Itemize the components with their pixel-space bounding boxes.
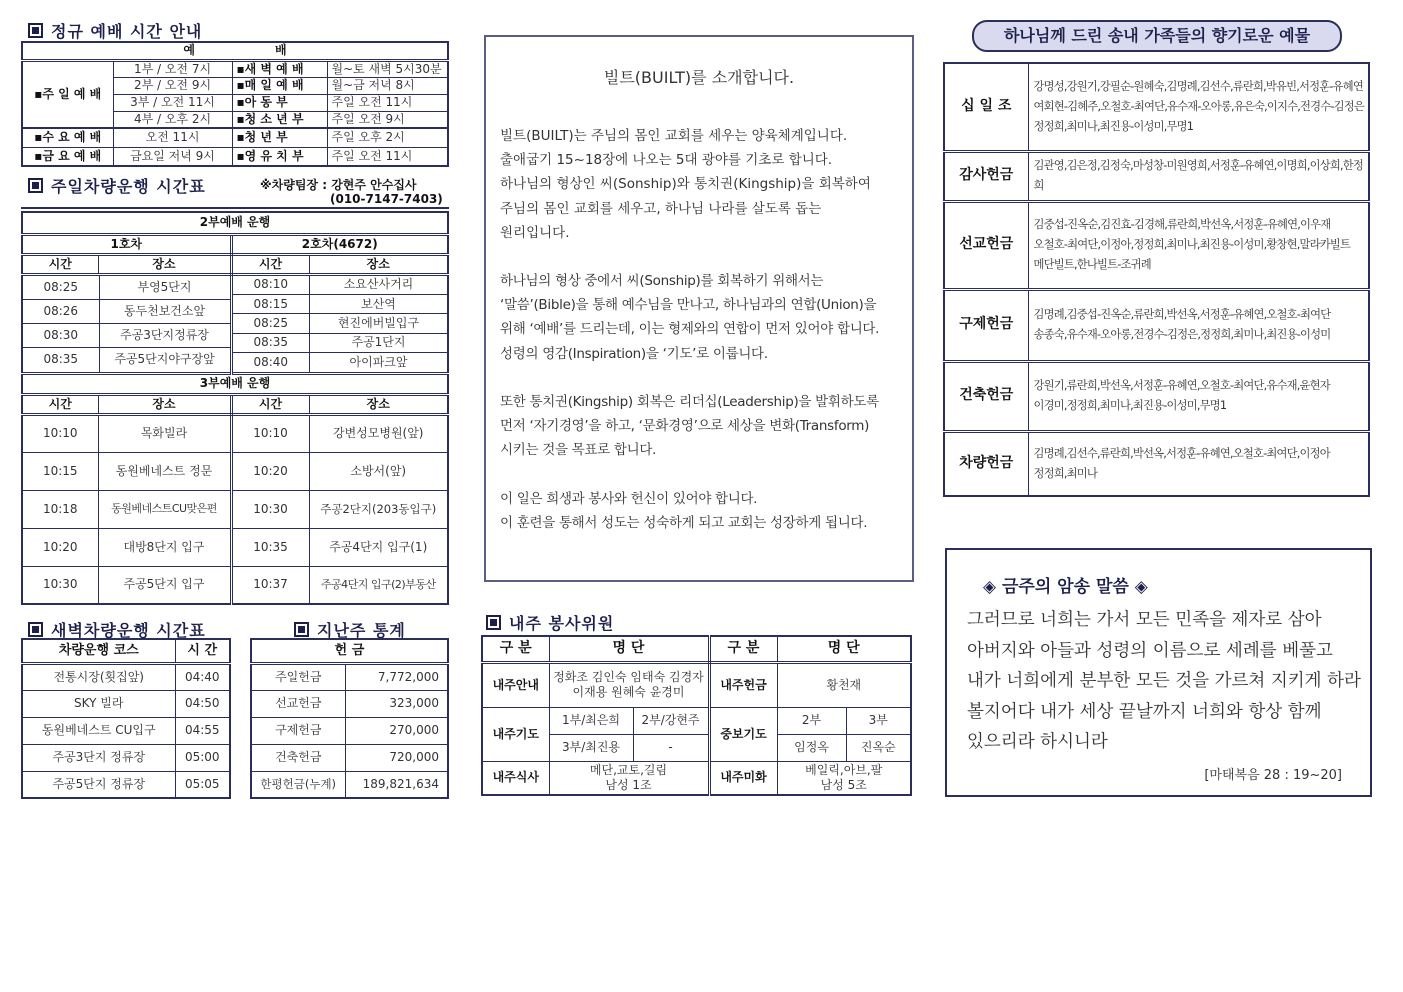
col-time: 시 간 [175,639,230,663]
text-line: 주님의 몸인 교회를 세우고, 하나님 나라를 살도록 돕는 [500,200,822,217]
time: 04:50 [175,690,230,717]
worship-title-text: 정규 예배 시간 안내 [51,22,203,41]
table-row [944,151,1369,201]
time: 04:40 [175,663,230,690]
names-line: 송종숙,유수재-오아롱,전경수-김정은,정정희,최미나,최진용-이성미 [1033,328,1331,341]
time: 04:55 [175,717,230,744]
bus-place: 동두천보건소앞 [99,299,230,323]
bus-time: 10:30 [231,490,309,528]
bus-place: 목화빌라 [98,414,231,452]
names-line: 이재용 원혜숙 윤경미 [572,685,685,699]
sunday-time: 3부 / 오전 11시 [113,94,232,111]
bus-time: 08:30 [23,323,99,347]
bus-place: 동원베네스트CU맞은편 [98,490,231,528]
offering-category: 십 일 조 [944,63,1028,151]
dawn-bus-table [21,638,231,799]
guide-names [549,662,709,707]
volunteers-title-text: 내주 봉사위원 [509,614,615,633]
table-row [22,452,448,490]
bus-time: 08:15 [233,294,310,313]
col-category: 구 분 [709,636,777,662]
offering-name: 황천재 [777,662,911,707]
col-time: 시간 [22,394,98,414]
intercession-name: 진옥순 [846,734,911,761]
table-row [251,690,448,717]
friday-time: 금요일 저녁 9시 [113,147,232,166]
service-time: 주일 오전 9시 [327,111,448,128]
names-line: 정정희,최미나 [1033,466,1097,480]
bus-place: 아이파크앞 [310,353,448,372]
bus-place: 주공5단지야구장앞 [99,348,230,372]
prayer-1: 1부/최은희 [549,707,633,734]
table-row [251,717,448,744]
text-line: 위해 ‘예배’를 드리는데, 이는 형제와의 연합이 먼저 있어야 합니다. [500,321,880,338]
table-row [22,528,448,566]
table-row [944,431,1369,496]
verse-line: 아버지와 아들과 성령의 이름으로 세례를 베풀고 [967,640,1333,661]
bus-time: 10:10 [22,414,98,452]
wednesday-label: ▪수 요 예 배 [22,128,113,147]
square-bullet-icon [28,178,43,193]
prayer-label: 내주기도 [482,707,549,761]
text-line: 하나님의 형상인 씨(Sonship)와 통치권(Kingship)을 회복하여 [500,176,871,193]
worship-section-title [28,19,202,42]
offering-category: 선교헌금 [944,201,1028,289]
built-paragraph [500,124,871,245]
intercession-header: 2부 [777,707,846,734]
col-place: 장소 [309,394,448,414]
names-line: 강원기,류란희,박선옥,서정훈-유혜연,오철호-최여단,유수재,윤현자 [1033,379,1330,392]
bus-section-title [28,174,206,197]
intercession-name: 임정옥 [777,734,846,761]
table-row [22,663,230,690]
service-label: ▪청 소 년 부 [232,111,327,128]
verse-line: 그러므로 너희는 가서 모든 민족을 제자로 삼아 [967,610,1322,630]
header-bae: 배 [275,43,287,58]
flower-label: 내주미화 [709,761,777,795]
offering-names [1028,289,1369,361]
bus-time: 08:26 [23,299,99,323]
car2-schedule [233,276,448,372]
col-names: 명 단 [549,636,709,662]
intercession-header: 3부 [846,707,911,734]
names-line: 강명성,강원기,강필순-원혜숙,김명례,김선수,류란희,박유빈,서정훈-유혜연 [1033,79,1363,93]
car2-header: 2호차(4672) [231,234,448,254]
bus-place: 주공2단지(203동입구) [309,490,448,528]
col-time: 시간 [22,254,98,274]
offering-amount: 7,772,000 [345,663,448,690]
divider [21,207,449,209]
names-line: 남성 5조 [820,777,867,792]
text-line: 원리입니다. [500,224,570,241]
built-intro-box [484,35,914,582]
prayer-3: 3부/최진용 [549,734,633,761]
bus-time: 10:37 [231,566,309,604]
bus-time: 08:25 [23,276,99,300]
table-row [251,744,448,771]
names-line: 김명례,김선수,류란희,박선옥,서정훈-유혜연,오철호-최여단,이정아 [1033,446,1330,460]
text-line: 출애굽기 15~18장에 나오는 5대 광야를 기초로 합니다. [500,152,833,169]
names-line: 정화조 김인숙 임태숙 김경자 [553,670,704,684]
service-label: ▪아 동 부 [232,94,327,111]
bus-place: 주공4단지 입구(2)부동산 [309,566,448,604]
table-row [944,361,1369,431]
square-bullet-icon [28,622,43,637]
names-line: 메단빌트,한나빌트-조귀례 [1033,258,1151,271]
bus-time: 10:10 [231,414,309,452]
stats-title-text: 지난주 통계 [317,621,406,640]
sunday-time: 2부 / 오전 9시 [113,77,232,94]
bus-place: 주공1단지 [310,333,448,352]
names-line: 남성 1조 [605,777,652,792]
table-row [22,744,230,771]
offering-label: 내주헌금 [709,662,777,707]
offerings-table [943,62,1370,497]
built-paragraph [500,390,879,463]
table-row [22,566,448,604]
text-line: ‘말씀’(Bible)을 통해 예수님을 만나고, 하나님과의 연합(Union)을 [500,297,877,314]
prayer-2: 2부/강현주 [633,707,709,734]
bus-time: 08:40 [233,353,310,372]
bus-place: 강변성모병원(앞) [309,414,448,452]
col-course: 차량운행 코스 [22,639,175,663]
bus-place: 소방서(앞) [309,452,448,490]
memory-verse-title: ◈ 금주의 암송 말씀 ◈ [983,577,1148,597]
verse-reference: [마태복음 28 : 19~20] [1204,768,1342,783]
stats-header: 헌 금 [251,639,448,663]
car1-schedule [23,276,230,372]
offering-amount: 270,000 [345,717,448,744]
wednesday-time: 오전 11시 [113,128,232,147]
square-bullet-icon [486,615,501,630]
offering-type: 건축헌금 [251,744,345,771]
bus-time: 10:30 [22,566,98,604]
meal-names [549,761,709,795]
text-line: 성령의 영감(Inspiration)을 ‘기도’로 이룹니다. [500,345,768,362]
offering-type: 선교헌금 [251,690,345,717]
worship-header [22,42,448,60]
offerings-title: 하나님께 드린 송내 가족들의 향기로운 예물 [972,20,1342,52]
names-line: 오철호-최여단,이정아,정정희,최미나,최진용-이성미,황창현,말라카빌트 [1033,238,1351,251]
sunday-label: ▪주 일 예 배 [22,60,113,128]
built-title: 빌트(BUILT)를 소개합니다. [603,68,795,87]
offering-names [1028,63,1369,151]
dawn-title-text: 새벽차량운행 시간표 [51,621,206,640]
names-line: 이경미,정정희,최미나,최진용-이성미,무명1 [1033,399,1227,412]
bus-place: 대방8단지 입구 [98,528,231,566]
time: 05:05 [175,771,230,798]
offering-type: 주일헌금 [251,663,345,690]
volunteers-table [481,635,912,796]
names-line: 김명례,김중섭-진옥순,류란희,박선옥,서정훈-유혜연,오철호-최여단 [1033,308,1331,321]
offering-amount: 323,000 [345,690,448,717]
names-line: 베일릭,아브,팔 [805,762,883,777]
service-time: 주일 오전 11시 [327,147,448,166]
table-row [22,414,448,452]
table-row [944,63,1369,151]
table-row [251,663,448,690]
names-line: 메단,교토,길림 [589,762,668,777]
col-time: 시간 [231,254,309,274]
verse-line: 볼지어다 내가 세상 끝날까지 너희와 항상 함께 [967,701,1322,722]
col-place: 장소 [98,254,231,274]
table-row [944,289,1369,361]
table-row [22,717,230,744]
offering-names [1028,151,1369,201]
service-label: ▪영 유 치 부 [232,147,327,166]
service-time: 월~금 저녁 8시 [327,77,448,94]
col-place: 장소 [98,394,231,414]
text-line: 또한 통치권(Kingship) 회복은 리더십(Leadership)을 발휘하도록 [500,394,879,410]
bus-place: 동원베네스트 정문 [98,452,231,490]
bus-time: 08:25 [233,314,310,333]
bus-time: 10:18 [22,490,98,528]
verse-line: 내가 너희에게 분부한 모든 것을 가르쳐 지키게 하라 [967,671,1361,691]
offering-names [1028,431,1369,496]
worship-table [21,41,449,167]
text-line: 빌트(BUILT)는 주님의 몸인 교회를 세우는 양육체계입니다. [500,128,848,144]
offering-category: 감사헌금 [944,151,1028,201]
bus-place: 주공3단지정류장 [99,323,230,347]
text-line: 먼저 ‘자기경영’을 하고, ‘문화경영’으로 세상을 변화(Transform) [500,418,870,435]
prayer-4: - [633,734,709,761]
service-label: ▪새 벽 예 배 [232,60,327,77]
offering-category: 차량헌금 [944,431,1028,496]
built-paragraph [500,269,879,366]
volunteers-section-title [486,611,614,634]
bus-time: 10:15 [22,452,98,490]
offering-amount: 189,821,634 [345,771,448,798]
bus-place: 소요산사거리 [310,276,448,295]
offering-names [1028,361,1369,431]
friday-label: ▪금 요 예 배 [22,147,113,166]
service3-title: 3부예배 운행 [22,373,448,394]
bus-time: 08:35 [23,348,99,372]
bus-leader: ※차량팀장 : 강현주 안수집사 [260,178,417,192]
square-bullet-icon [294,622,309,637]
service-time: 주일 오전 11시 [327,94,448,111]
bus-title-text: 주일차량운행 시간표 [51,177,206,196]
bus-time: 10:35 [231,528,309,566]
guide-label: 내주안내 [482,662,549,707]
text-line: 이 일은 희생과 봉사와 헌신이 있어야 합니다. [500,491,758,507]
verse-line: 있으리라 하시니라 [967,732,1108,752]
table-row [22,771,230,798]
names-line: 김관영,김은정,김정숙,마성창-미원영희,서정훈-유혜연,이명희,이상희,한정희 [1033,159,1363,192]
verse-text [967,605,1361,758]
bus-time: 10:20 [22,528,98,566]
service-time: 월~토 새벽 5시30분 [327,60,448,77]
header-ye: 예 [183,43,195,58]
sunday-bus-table [21,211,449,605]
square-bullet-icon [28,23,43,38]
course: 주공3단지 정류장 [22,744,175,771]
time: 05:00 [175,744,230,771]
bus-place: 부영5단지 [99,276,230,300]
col-names: 명 단 [777,636,911,662]
intercession-label: 중보기도 [709,707,777,761]
table-row [944,201,1369,289]
course: SKY 빌라 [22,690,175,717]
bus-place: 현진에버빌입구 [310,314,448,333]
col-time: 시간 [231,394,309,414]
service-label: ▪매 일 예 배 [232,77,327,94]
offering-category: 구제헌금 [944,289,1028,361]
bus-leader-phone: (010-7147-7403) [330,192,443,206]
car1-header: 1호차 [22,234,231,254]
stats-table [250,638,449,799]
meal-label: 내주식사 [482,761,549,795]
table-row [22,690,230,717]
offering-names [1028,201,1369,289]
bus-place: 주공5단지 입구 [98,566,231,604]
flower-names [777,761,911,795]
text-line: 이 훈련을 통해서 성도는 성숙하게 되고 교회는 성장하게 됩니다. [500,515,868,532]
bus-place: 보산역 [310,294,448,313]
text-line: 시키는 것을 목표로 합니다. [500,442,657,459]
memory-verse-box [945,548,1372,797]
course: 동원베네스트 CU입구 [22,717,175,744]
names-line: 김중섭-진옥순,김진효-김경해,류란희,박선옥,서정훈-유혜연,이우재 [1033,218,1331,231]
bus-place: 주공4단지 입구(1) [309,528,448,566]
built-paragraph [500,487,867,535]
bus-time: 08:10 [233,276,310,295]
bus-time: 08:35 [233,333,310,352]
service-time: 주일 오후 2시 [327,128,448,147]
course: 주공5단지 정류장 [22,771,175,798]
course: 전통시장(횟집앞) [22,663,175,690]
bus-time: 10:20 [231,452,309,490]
col-category: 구 분 [482,636,549,662]
service2-title: 2부예배 운행 [22,212,448,234]
col-place: 장소 [309,254,448,274]
offering-amount: 720,000 [345,744,448,771]
table-row [22,490,448,528]
service-label: ▪청 년 부 [232,128,327,147]
table-row [251,771,448,798]
offering-category: 건축헌금 [944,361,1028,431]
sunday-time: 1부 / 오전 7시 [113,60,232,77]
sunday-time: 4부 / 오후 2시 [113,111,232,128]
offering-type: 한평헌금(누계) [251,771,345,798]
names-line: 정정희,최미나,최진용-이성미,무명1 [1033,119,1194,133]
text-line: 하나님의 형상 중에서 씨(Sonship)를 회복하기 위해서는 [500,273,824,289]
offering-type: 구제헌금 [251,717,345,744]
names-line: 여회현-김혜주,오철호-최여단,유수재-오아롱,유은숙,이지수,전경수-김정은 [1033,99,1364,113]
